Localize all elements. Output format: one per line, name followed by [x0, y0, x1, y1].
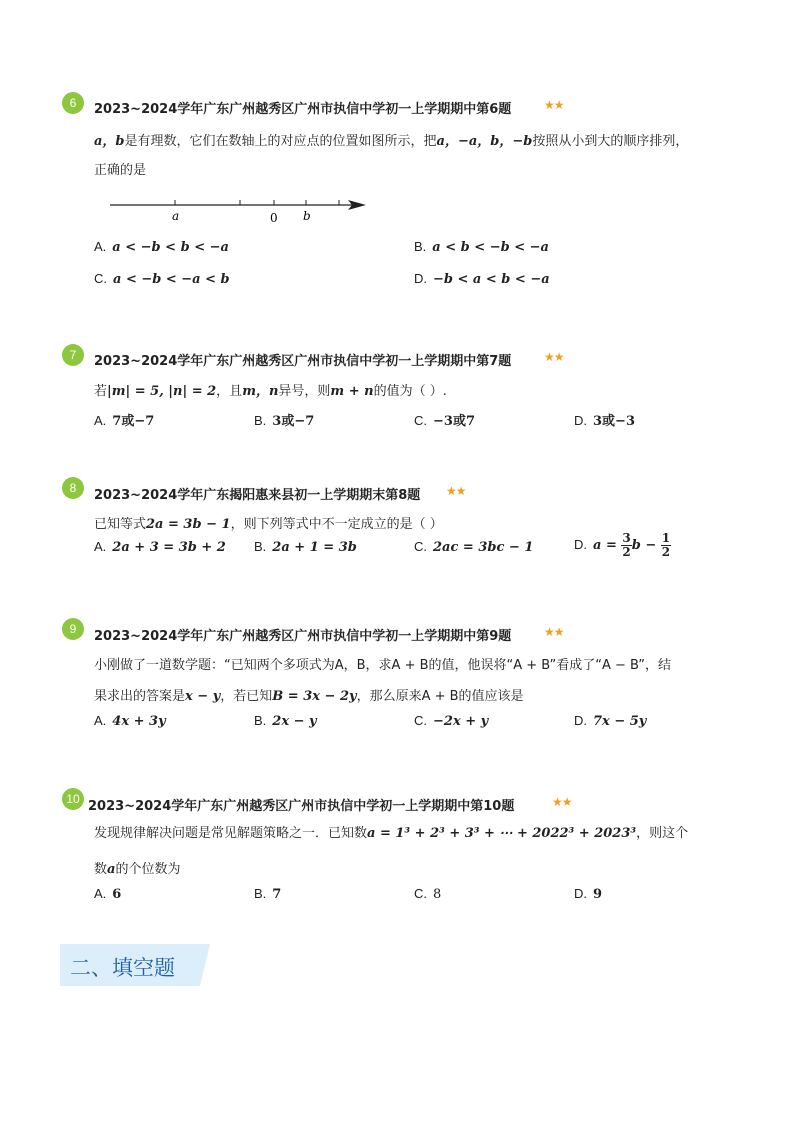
difficulty-stars: ★★: [544, 625, 564, 639]
question-source: 2023~2024学年广东广州越秀区广州市执信中学初一上学期期中第10题: [88, 799, 515, 814]
option-d[interactable]: D. a = $\frac{3}{2}$ b − $\frac{1}{2}$: [574, 531, 671, 559]
section-header-fill-in-blank: [60, 944, 210, 986]
question-stem: 若|m| = 5, |n| = 2，且m，n异号，则m + n的值为（ ）.: [94, 384, 447, 399]
question-source: 2023~2024学年广东广州越秀区广州市执信中学初一上学期期中第7题: [94, 354, 512, 369]
option-b[interactable]: B. 7: [254, 886, 282, 902]
question-stem-line1: 小刚做了一道数学题：“已知两个多项式为A，B，求A + B的值，他误将“A + B”看成了“A − B”，结: [94, 658, 671, 673]
option-a[interactable]: A. 2a + 3 = 3b + 2: [94, 539, 226, 555]
question-number-badge: 10: [62, 788, 84, 810]
option-a[interactable]: A. 6: [94, 886, 122, 902]
number-line-label-a: a: [172, 209, 180, 223]
number-line-figure: [108, 196, 370, 226]
question-stem: 已知等式2a = 3b − 1，则下列等式中不一定成立的是（ ）: [94, 517, 443, 532]
section-title: 二、填空题: [70, 956, 175, 980]
option-a[interactable]: A. 4x + 3y: [94, 713, 166, 729]
question-number-badge: 9: [62, 618, 84, 640]
difficulty-stars: ★★: [544, 350, 564, 364]
question-stem-line1: 发现规律解决问题是常见解题策略之一．已知数a = 1³ + 2³ + 3³ + ⋯ + 2022³ + 2023³，则这个: [94, 826, 689, 841]
question-source: 2023~2024学年广东揭阳惠来县初一上学期期末第8题: [94, 488, 421, 503]
question-stem-line2: 果求出的答案是x − y，若已知B = 3x − 2y，那么原来A + B的值应该是: [94, 689, 524, 704]
section-header-tab-edge: [200, 944, 210, 986]
question-source: 2023~2024学年广东广州越秀区广州市执信中学初一上学期期中第9题: [94, 629, 512, 644]
option-d[interactable]: D. −b < a < b < −a: [414, 271, 550, 287]
option-c[interactable]: C. 2ac = 3bc − 1: [414, 539, 534, 555]
option-c[interactable]: C. −3或7: [414, 413, 475, 429]
difficulty-stars: ★★: [446, 484, 466, 498]
question-number-badge: 7: [62, 344, 84, 366]
fraction: $\frac{1}{2}$: [661, 531, 671, 559]
option-b[interactable]: B. a < b < −b < −a: [414, 239, 549, 255]
option-c[interactable]: C. −2x + y: [414, 713, 489, 729]
option-a[interactable]: A. 7或−7: [94, 413, 155, 429]
difficulty-stars: ★★: [544, 98, 564, 112]
number-line-label-b: b: [303, 209, 311, 223]
question-stem-line1: a，b是有理数，它们在数轴上的对应点的位置如图所示，把a，−a，b，−b按照从小到大的顺序排列，: [94, 134, 689, 149]
question-stem-line2: 正确的是: [94, 163, 147, 178]
option-a[interactable]: A. a < −b < b < −a: [94, 239, 229, 255]
question-stem-line2: 数a的个位数为: [94, 862, 181, 877]
fraction: $\frac{3}{2}$: [622, 531, 631, 559]
option-d[interactable]: D. 7x − 5y: [574, 713, 647, 729]
option-c[interactable]: C. a < −b < −a < b: [94, 271, 230, 287]
number-line-label-0: 0: [270, 211, 278, 225]
question-source: 2023~2024学年广东广州越秀区广州市执信中学初一上学期期中第6题: [94, 102, 512, 117]
option-d[interactable]: D. 9: [574, 886, 603, 902]
option-b[interactable]: B. 3或−7: [254, 413, 315, 429]
option-b[interactable]: B. 2a + 1 = 3b: [254, 539, 357, 555]
difficulty-stars: ★★: [552, 795, 572, 809]
question-number-badge: 6: [62, 92, 84, 114]
option-d[interactable]: D. 3或−3: [574, 413, 635, 429]
option-c[interactable]: C. 8: [414, 886, 442, 902]
option-b[interactable]: B. 2x − y: [254, 713, 317, 729]
question-number-badge: 8: [62, 477, 84, 499]
